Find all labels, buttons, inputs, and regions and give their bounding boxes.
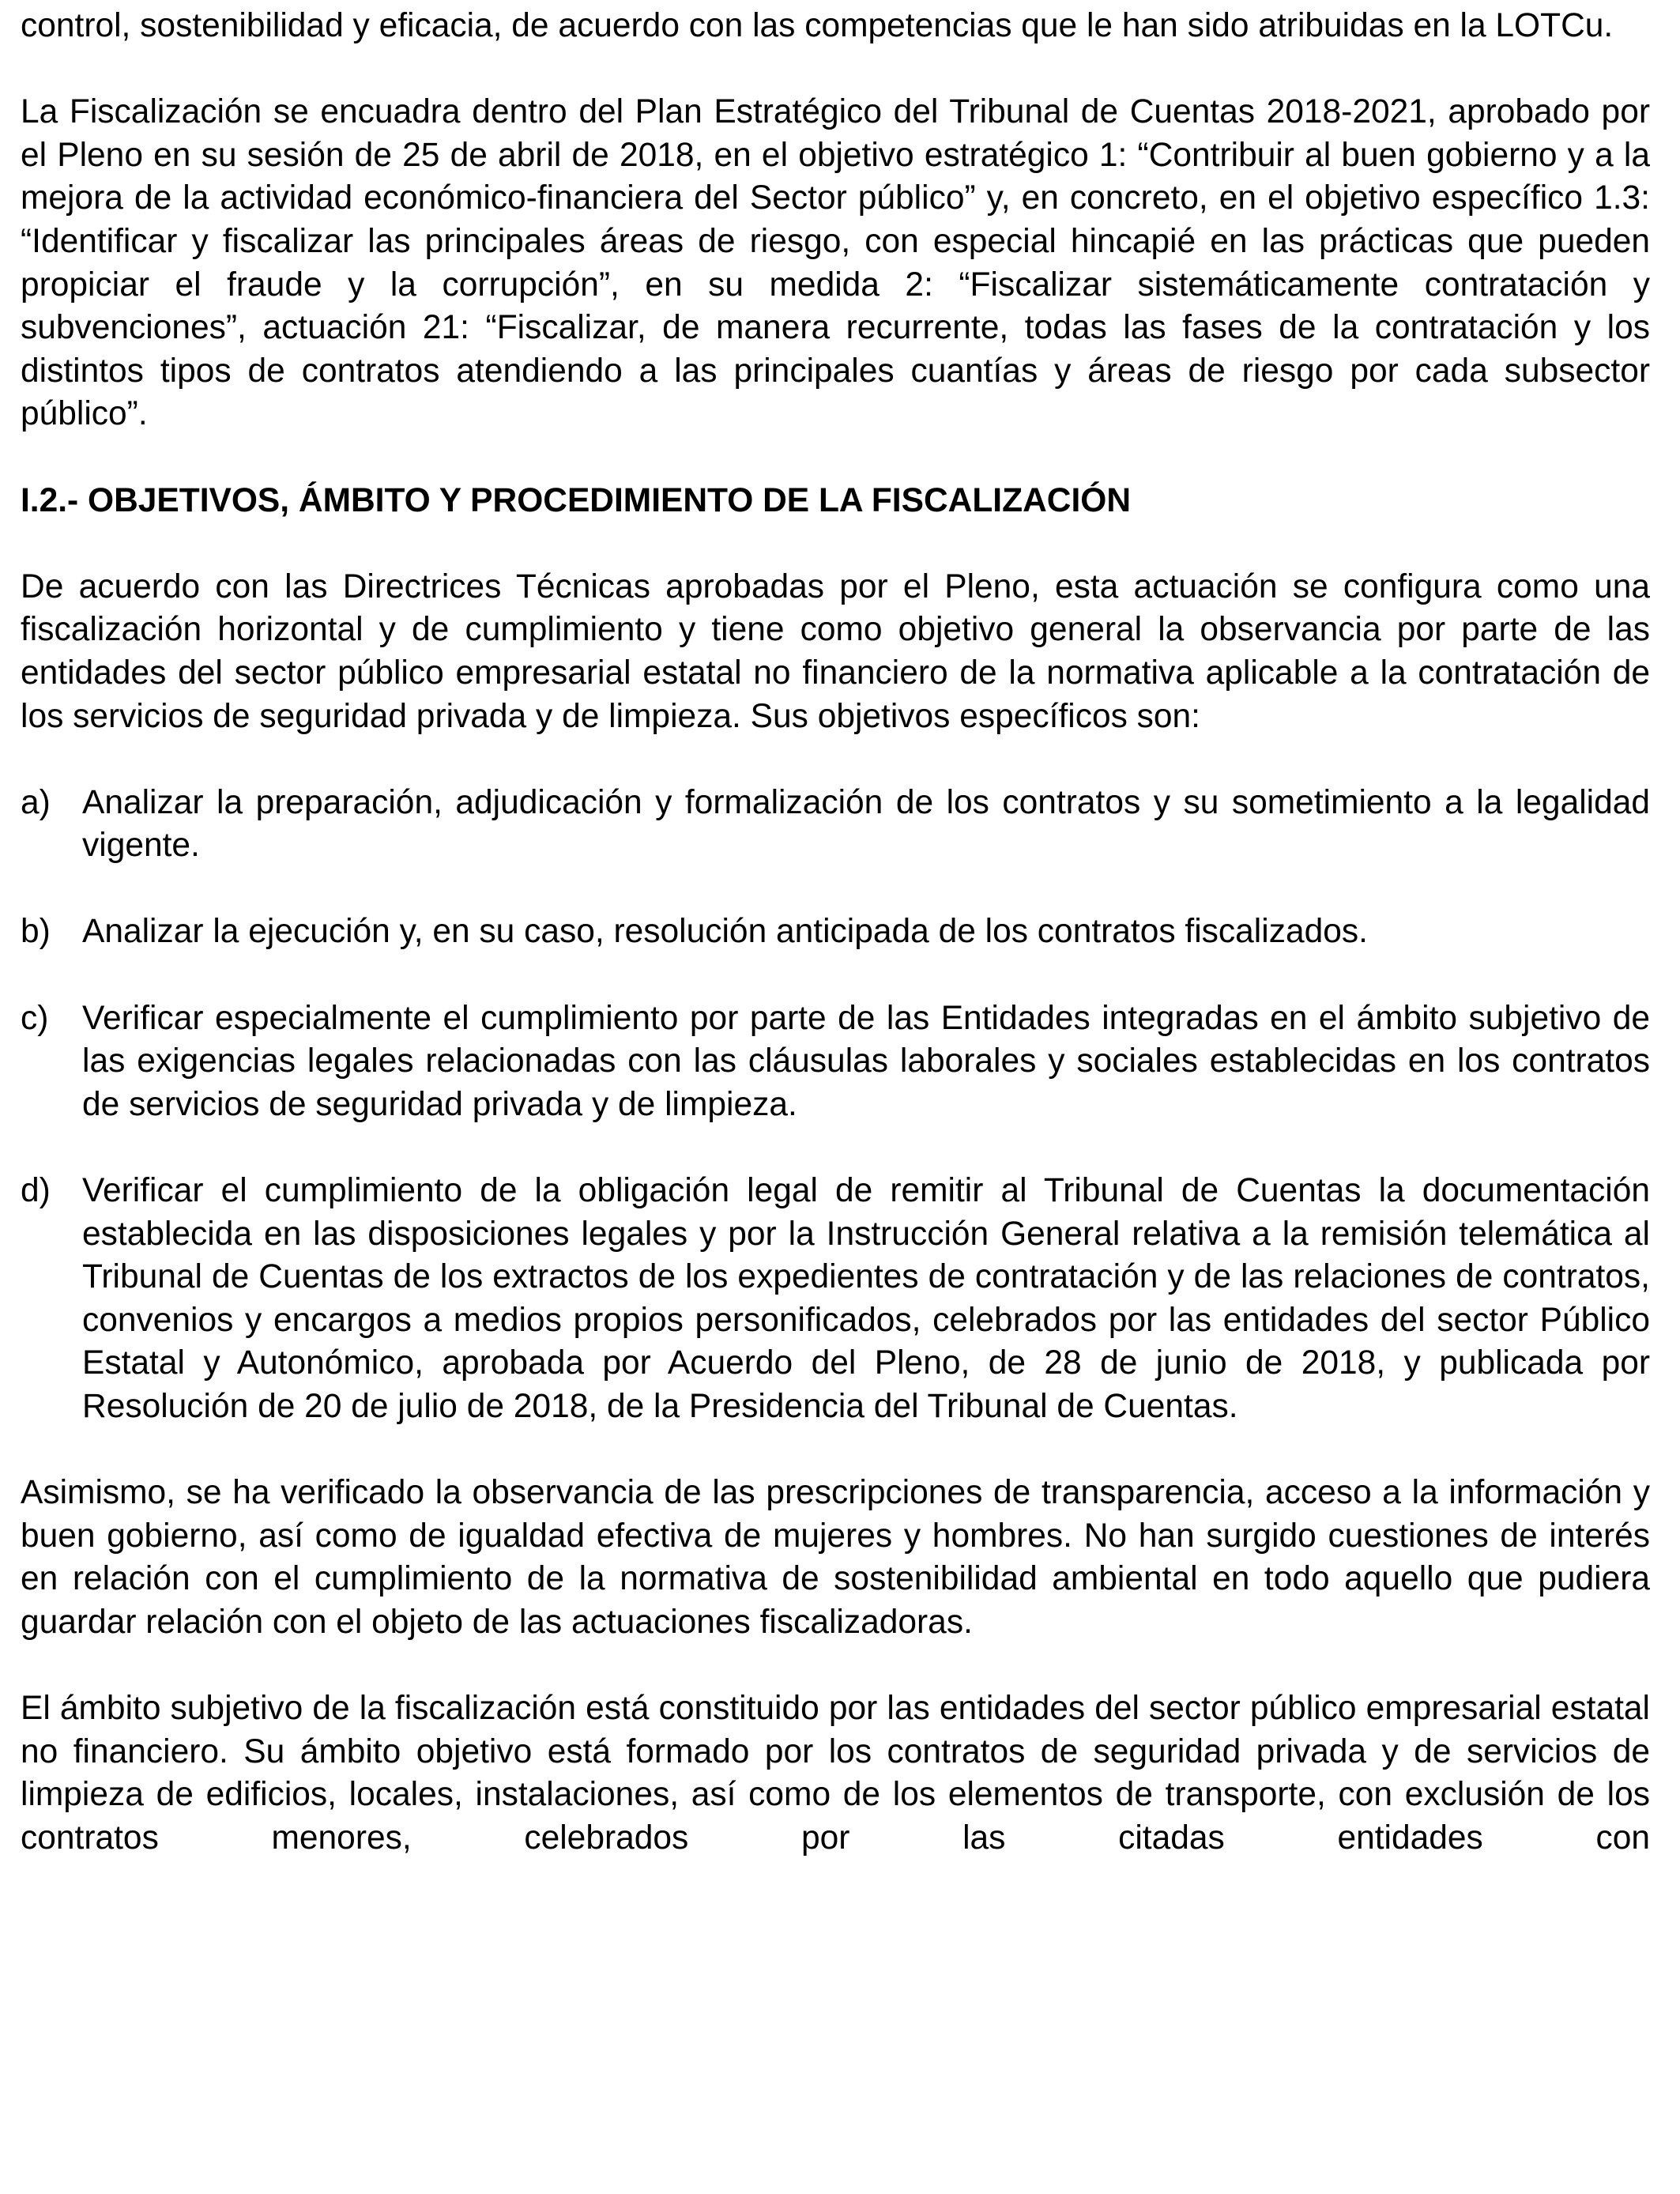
objective-label: d) (21, 1172, 51, 1210)
objective-text: Analizar la preparación, adjudicación y formalización de los contratos y su sometimiento a la legalidad vigente. (82, 783, 1650, 865)
document-page (21, 5, 1650, 1860)
objective-label: a) (21, 783, 51, 821)
objective-item-b (21, 910, 1650, 954)
objective-item-a (21, 782, 1650, 868)
objective-text: Analizar la ejecución y, en su caso, resolución anticipada de los contratos fiscalizados. (82, 913, 1368, 951)
objective-label: c) (21, 999, 49, 1037)
objective-text: Verificar el cumplimiento de la obligación legal de remitir al Tribunal de Cuentas la documentación establecida en las disposiciones legales y por la Instrucción General relativa a la remisión telemática al Tribunal de Cuentas de los extractos de los expedientes de contratación y de las relaciones de contratos, convenios y encargos a medios propios personificados, celebrados por las entidades del sector Público Estatal y Autonómico, aprobada por Acuerdo del Pleno, de 28 de junio de 2018, y publicada por Resolución de 20 de julio de 2018, de la Presidencia del Tribunal de Cuentas. (82, 1172, 1650, 1425)
paragraph-transparency: Asimismo, se ha verificado la observancia de las prescripciones de transparencia, acceso a la información y buen gobierno, así como de igualdad efectiva de mujeres y hombres. No han surgido cuestiones de interés en relación con el cumplimiento de la normativa de sostenibilidad ambiental en todo aquello que pudiera guardar relación con el objeto de las actuaciones fiscalizadoras. (21, 1474, 1650, 1641)
paragraph-scope: El ámbito subjetivo de la fiscalización está constituido por las entidades del sector público empresarial estatal no financiero. Su ámbito objetivo está formado por los contratos de seguridad privada y de servicios de limpieza de edificios, locales, instalaciones, así como de los elementos de transporte, con exclusión de los contratos menores, celebrados por las citadas entidades con (21, 1690, 1650, 1857)
paragraph-continuation: control, sostenibilidad y eficacia, de acuerdo con las competencias que le han sido atribuidas en la LOTCu. (21, 7, 1614, 44)
objective-text: Verificar especialmente el cumplimiento por parte de las Entidades integradas en el ámbito subjetivo de las exigencias legales relacionadas con las cláusulas laborales y sociales establecidas en los contratos de servicios de seguridad privada y de limpieza. (82, 999, 1650, 1123)
section-heading: I.2.- OBJETIVOS, ÁMBITO Y PROCEDIMIENTO DE LA FISCALIZACIÓN (21, 481, 1132, 519)
objective-label: b) (21, 913, 51, 951)
objective-item-d (21, 1170, 1650, 1429)
paragraph-strategic-plan: La Fiscalización se encuadra dentro del Plan Estratégico del Tribunal de Cuentas 2018-2021, aprobado por el Pleno en su sesión de 25 de abril de 2018, en el objetivo estratégico 1: “Contribuir al buen gobierno y a la mejora de la actividad económico-financiera del Sector público” y, en concreto, en el objetivo específico 1.3: “Identificar y fiscalizar las principales áreas de riesgo, con especial hincapié en las prácticas que pueden propiciar el fraude y la corrupción”, en su medida 2: “Fiscalizar sistemáticamente contratación y subvenciones”, actuación 21: “Fiscalizar, de manera recurrente, todas las fases de la contratación y los distintos tipos de contratos atendiendo a las principales cuantías y áreas de riesgo por cada subsector público”. (21, 93, 1650, 433)
paragraph-general-objective: De acuerdo con las Directrices Técnicas aprobadas por el Pleno, esta actuación se configura como una fiscalización horizontal y de cumplimiento y tiene como objetivo general la observancia por parte de las entidades del sector público empresarial estatal no financiero de la normativa aplicable a la contratación de los servicios de seguridad privada y de limpieza. Sus objetivos específicos son: (21, 567, 1650, 735)
objective-item-c (21, 997, 1650, 1127)
